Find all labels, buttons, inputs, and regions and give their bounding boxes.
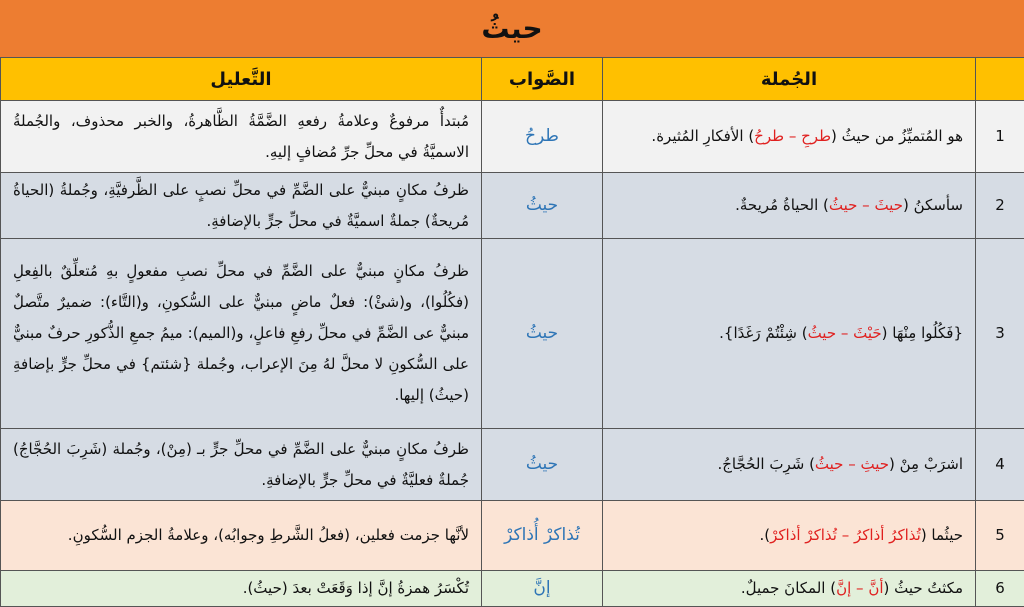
table-row [1,571,1024,607]
sentence-pre: اشرَبْ مِنْ ( [889,455,963,473]
page-title: حيثُ [0,0,1024,57]
sentence-pre: {فَكُلُوا مِنْهَا ( [882,324,963,342]
sentence-post: ) الحياةُ مُريحةٌ. [735,196,829,214]
grammar-table [0,57,1024,607]
answer-cell: إنَّ [482,571,603,607]
sentence-options: حيثَ – حيثُ [829,196,903,214]
row-number: 4 [976,429,1024,501]
sentence-cell [603,501,976,571]
reason-cell: ظرفُ مكانٍ مبنيٌّ على الضَّمِّ في محلِّ نصبٍ على الظَّرفيَّةِ، وجُملةُ (الحياةُ مُريحةٌ) جملةٌ اسميَّةٌ في محلِّ جرٍّ بالإضافةِ. [1,173,482,239]
sentence-options: تُذاكرُ أذاكرُ – تُذاكرْ أذاكرْ [770,526,921,544]
sentence-options: أنَّ – إنَّ [836,579,883,597]
sentence-post: ) شِئْتُمْ رَغَدًا}. [719,324,807,342]
sentence-cell [603,239,976,429]
header-row [1,58,1024,101]
table-row [1,239,1024,429]
sentence-cell [603,571,976,607]
answer-cell: حيثُ [482,173,603,239]
row-number: 3 [976,239,1024,429]
reason-cell: مُبتدأٌ مرفوعٌ وعلامةُ رفعهِ الضَّمَّةُ الظَّاهرةُ، والخبر محذوف، والجُملةُ الاسميَّةُ في محلِّ جرِّ مُضافٍ إليهِ. [1,101,482,173]
header-answer: الصَّواب [482,58,603,101]
table-row [1,173,1024,239]
answer-cell: حيثُ [482,239,603,429]
sentence-cell [603,101,976,173]
answer-cell: طرحُ [482,101,603,173]
sentence-options: طرحِ – طرحُ [754,127,831,145]
header-sentence: الجُملة [603,58,976,101]
sentence-post: ) الأفكارِ المُثيرة. [651,127,754,145]
answer-cell: تُذاكرْ أُذاكرْ [482,501,603,571]
row-number: 6 [976,571,1024,607]
header-reason: التَّعليل [1,58,482,101]
sentence-post: ) المكانَ جميلٌ. [741,579,836,597]
table-row [1,429,1024,501]
row-number: 1 [976,101,1024,173]
table-row [1,101,1024,173]
reason-cell: ظرفُ مكانٍ مبنيٌّ على الضَّمِّ في محلِّ جرٍّ بـ (مِنْ)، وجُملة (شَرِبَ الحُجَّاجُ) جُملةٌ فعليَّةٌ في محلِّ جرٍّ بالإضافةِ. [1,429,482,501]
sentence-cell [603,429,976,501]
reason-cell: ظرفُ مكانٍ مبنيٌّ على الضَّمِّ في محلِّ نصبِ مفعولٍ بهِ مُتعلِّقٌ بالفِعلِ (فكُلُوا)، و(شئْ): فعلٌ ماضٍ مبنيٌّ على السُّكونِ، و(التَّاء): ضميرٌ متَّصلٌ مبنيٌّ عى الضَّمِّ في محلِّ رفعِ فاعلٍ، و(الميم): ميمُ جمعِ الذُّكورِ حرفٌ مبنيٌّ على السُّكونِ لا محلَّ لهُ مِنَ الإعراب، وجُملة {شئتم} في محلِّ جرٍّ بإضافةِ (حيثُ) إليها. [1,239,482,429]
sentence-options: حيثِ – حيثُ [815,455,889,473]
table-row [1,501,1024,571]
answer-cell: حيثُ [482,429,603,501]
reason-cell: تُكْسَرُ همزةُ إنَّ إذا وَقَعَتْ بعدَ (حيثُ). [1,571,482,607]
sentence-pre: مكثتُ حيثُ ( [884,579,964,597]
sentence-pre: حيثُما ( [921,526,963,544]
sentence-options: حَيْثَ – حيثُ [808,324,882,342]
header-number [976,58,1024,101]
reason-cell: لأنَّها جزمت فعلين، (فعلُ الشَّرطِ وجوابُه)، وعلامةُ الجزم السُّكونِ. [1,501,482,571]
sentence-pre: سأسكنُ ( [903,196,963,214]
row-number: 2 [976,173,1024,239]
sentence-pre: هو المُتميِّزُ من حيثُ ( [831,127,963,145]
sentence-post: ). [759,526,770,544]
row-number: 5 [976,501,1024,571]
sentence-post: ) شَرِبَ الحُجَّاجُ. [717,455,814,473]
sentence-cell [603,173,976,239]
